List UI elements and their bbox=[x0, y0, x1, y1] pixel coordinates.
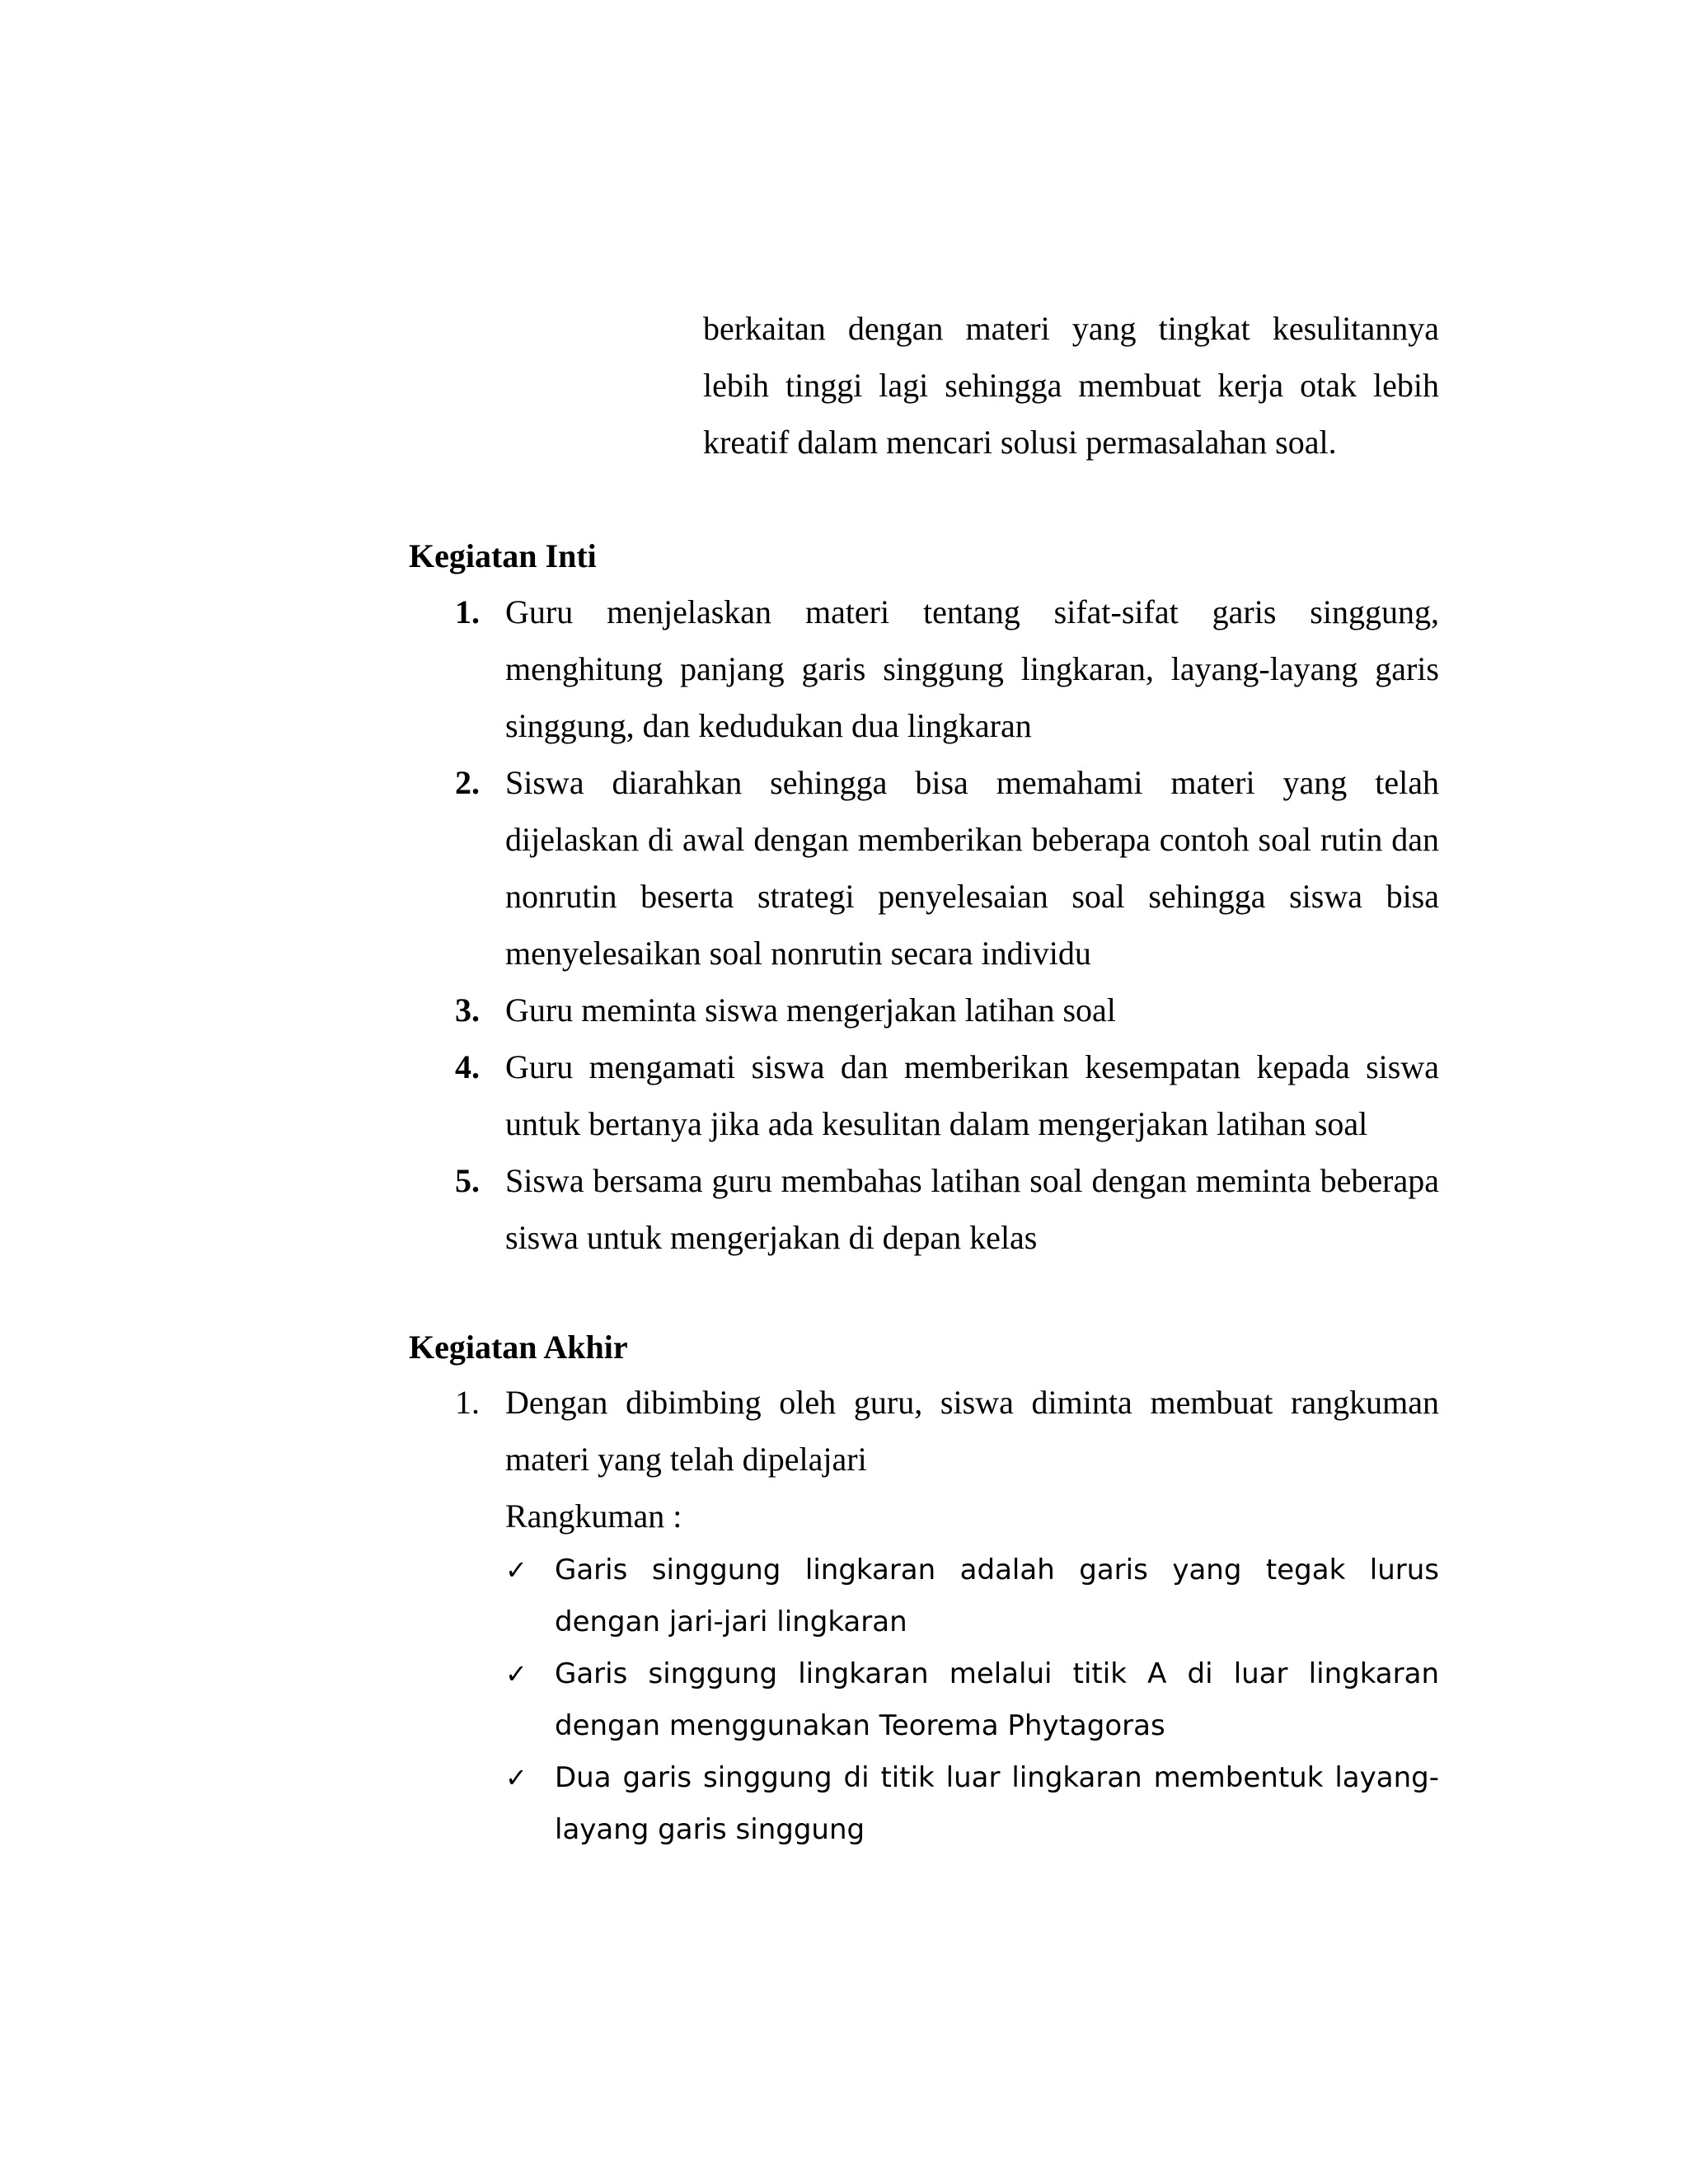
list-item-text: Guru mengamati siswa dan memberikan kesempatan kepada siswa untuk bertanya jika ada kesulitan dalam mengerjakan latihan soal bbox=[505, 1048, 1439, 1142]
list-item-text: Siswa diarahkan sehingga bisa memahami materi yang telah dijelaskan di awal dengan memberikan beberapa contoh soal rutin dan nonrutin beserta strategi penyelesaian soal sehingga siswa bisa menyelesaikan soal nonrutin secara individu bbox=[505, 764, 1439, 972]
rangkuman-item-text: Dua garis singgung di titik luar lingkaran membentuk layang-layang garis singgung bbox=[555, 1761, 1439, 1846]
list-item-number: 5. bbox=[455, 1162, 480, 1199]
list-item-number: 4. bbox=[455, 1048, 480, 1085]
list-item-number: 3. bbox=[455, 991, 480, 1029]
rangkuman-label: Rangkuman : bbox=[505, 1497, 682, 1535]
list-item-text: Dengan dibimbing oleh guru, siswa diminta membuat rangkuman materi yang telah dipelajari bbox=[505, 1384, 1439, 1478]
list-item bbox=[409, 1152, 1439, 1266]
list-item-text: Guru meminta siswa mengerjakan latihan soal bbox=[505, 991, 1116, 1029]
rangkuman-item bbox=[505, 1752, 1439, 1856]
rangkuman-item bbox=[505, 1648, 1439, 1752]
list-item-number: 1. bbox=[455, 593, 480, 630]
list-item bbox=[409, 583, 1439, 754]
list-item bbox=[409, 1374, 1439, 1856]
list-kegiatan-akhir bbox=[409, 1374, 1439, 1856]
list-item-number: 2. bbox=[455, 764, 480, 801]
rangkuman-item bbox=[505, 1544, 1439, 1648]
intro-paragraph: berkaitan dengan materi yang tingkat kesulitannya lebih tinggi lagi sehingga membuat kerja otak lebih kreatif dalam mencari solusi permasalahan soal. bbox=[703, 310, 1439, 461]
rangkuman-list bbox=[505, 1544, 1439, 1856]
list-kegiatan-inti bbox=[409, 583, 1439, 1266]
list-item bbox=[409, 982, 1439, 1038]
list-item bbox=[409, 754, 1439, 982]
list-item bbox=[409, 1038, 1439, 1152]
check-icon: ✓ bbox=[505, 1554, 528, 1586]
list-item-text: Guru menjelaskan materi tentang sifat-sifat garis singgung, menghitung panjang garis singgung lingkaran, layang-layang garis singgung, dan kedudukan dua lingkaran bbox=[505, 593, 1439, 744]
heading-kegiatan-inti: Kegiatan Inti bbox=[409, 537, 597, 574]
heading-kegiatan-akhir: Kegiatan Akhir bbox=[409, 1329, 628, 1366]
rangkuman-item-text: Garis singgung lingkaran melalui titik A di luar lingkaran dengan menggunakan Teorema Phytagoras bbox=[555, 1657, 1439, 1742]
check-icon: ✓ bbox=[505, 1658, 528, 1690]
list-item-number: 1. bbox=[455, 1384, 480, 1421]
rangkuman-item-text: Garis singgung lingkaran adalah garis yang tegak lurus dengan jari-jari lingkaran bbox=[555, 1554, 1439, 1638]
list-item-text: Siswa bersama guru membahas latihan soal dengan meminta beberapa siswa untuk mengerjakan di depan kelas bbox=[505, 1162, 1439, 1256]
check-icon: ✓ bbox=[505, 1762, 528, 1793]
